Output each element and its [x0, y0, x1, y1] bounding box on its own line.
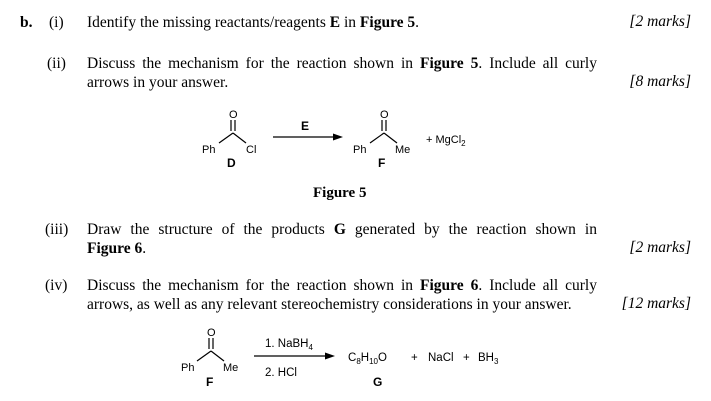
reactant-f-oxygen: O — [207, 327, 216, 339]
arrow-head-icon — [325, 353, 335, 360]
byproduct-nacl: NaCl — [428, 352, 454, 364]
product-f-oxygen: O — [380, 109, 389, 121]
byproduct-bh3: $BH_3$ — [478, 352, 499, 366]
product-f-methyl: Me — [395, 144, 411, 156]
label-f-fig6: F — [206, 375, 214, 389]
reagent-hcl: 2. HCl — [265, 367, 297, 379]
q3-marks: [2 marks] — [629, 239, 691, 256]
q1-number: (i) — [49, 14, 64, 31]
product-f-phenyl: Ph — [353, 144, 367, 156]
product-formula: $C_8H_{10}O$ — [348, 352, 387, 366]
reactant-f-methyl: Me — [223, 362, 239, 374]
q4-number: (iv) — [45, 277, 68, 294]
q1-text: Identify the missing reactants/reagents E in Figure 5. — [87, 14, 420, 31]
q4-marks: [12 marks] — [621, 295, 691, 312]
label-g: G — [373, 375, 383, 389]
reactant-f-structure — [197, 338, 224, 361]
q2-text: Discuss the mechanism for the reaction shown in Figure 5. Include all curly arrows in your answer. — [87, 55, 597, 91]
byproduct-mgcl2: + MgCl$_2$ — [426, 134, 466, 148]
reactant-f-phenyl: Ph — [181, 362, 195, 374]
reactant-d-phenyl: Ph — [202, 144, 216, 156]
reactant-d-chlorine: Cl — [246, 144, 257, 156]
plus-sign-2: + — [463, 352, 470, 364]
reactant-d-oxygen: O — [229, 109, 238, 121]
q3-text: Draw the structure of the products G generated by the reaction shown in Figure 6. — [87, 221, 597, 257]
q2-number: (ii) — [47, 55, 66, 72]
reagent-e: E — [301, 119, 310, 133]
q3-number: (iii) — [45, 221, 69, 238]
q1-marks: [2 marks] — [629, 13, 691, 30]
q2-marks: [8 marks] — [629, 73, 691, 90]
label-f: F — [378, 156, 386, 170]
part-label: b. — [20, 14, 33, 31]
plus-sign-1: + — [411, 352, 418, 364]
label-d: D — [227, 156, 236, 170]
figure5-caption: Figure 5 — [313, 185, 367, 201]
reagent-nabh4: 1. NaBH$_4$ — [265, 338, 313, 352]
q4-text: Discuss the mechanism for the reaction shown in Figure 6. Include all curly arrows, as well as any relevant stereochemistry considerations in your answer. — [87, 277, 597, 313]
